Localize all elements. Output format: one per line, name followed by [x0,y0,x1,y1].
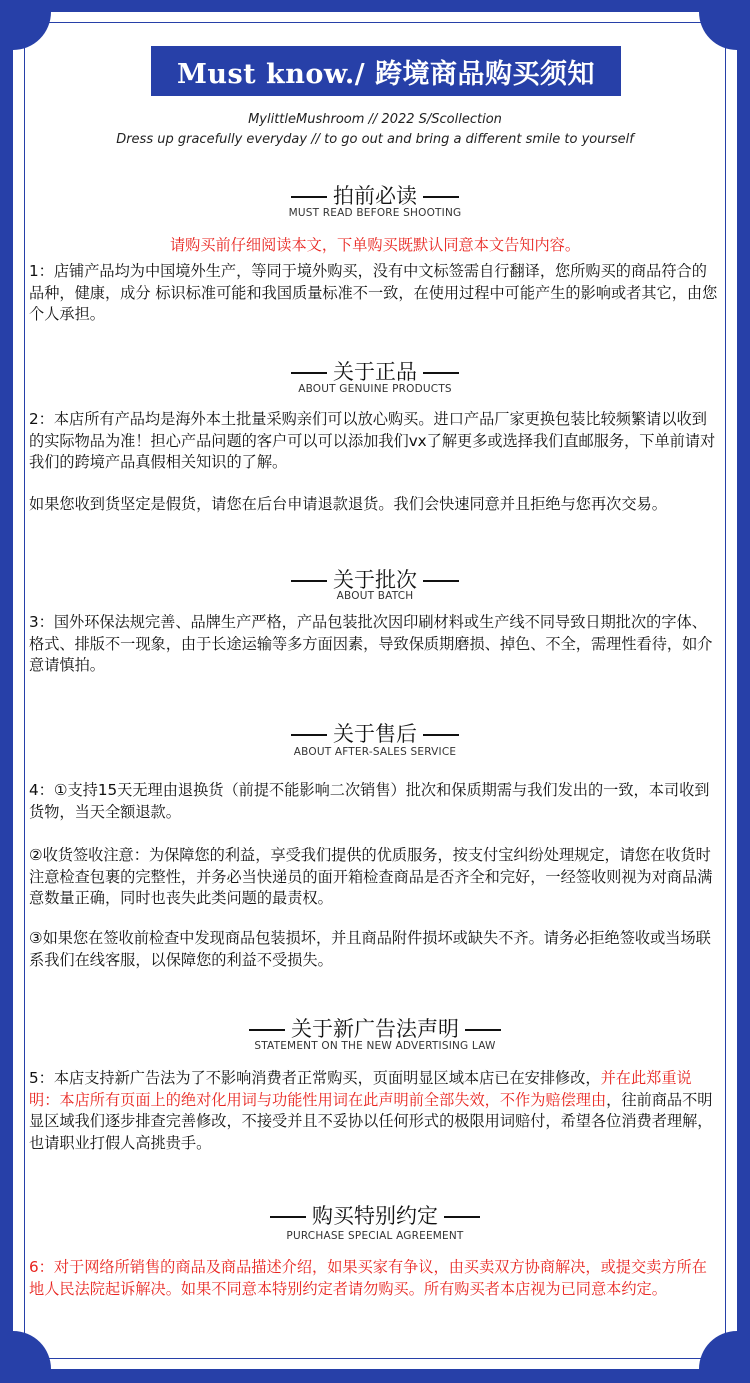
section-subtitle-genuine: ABOUT GENUINE PRODUCTS [298,383,452,395]
paragraph-3: 3：国外环保法规完善、品牌生产严格，产品包装批次因印刷材料或生产线不同导致日期批次的字体、格式、排版不一现象，由于长途运输等多方面因素，导致保质期磨损、掉色、不全，需理性看待，如介意请慎拍。 [29,613,713,674]
paragraph-4c: ③如果您在签收前检查中发现商品包装损坏，并且商品附件损坏或缺失不齐。请务必拒绝签收或当场联系我们在线客服，以保障您的利益不受损失。 [29,929,711,969]
paragraph-1: 1：店铺产品均为中国境外生产，等同于境外购买，没有中文标签需自行翻译，您所购买的商品符合的品种，健康，成分 标识标准可能和我国质量标准不一致，在使用过程中可能产生的影响或者其它，由您个人承担。 [29,262,718,323]
paragraph-5-red-statement: 并在此郑重说明：本店所有页面上的绝对化用词与功能性用词在此声明前全部失效，不作为赔偿理由 [29,1069,692,1109]
section-title-must-read: 拍前必读 [0,180,750,210]
section-subtitle-agreement: PURCHASE SPECIAL AGREEMENT [286,1230,464,1242]
paragraph-4b: ②收货签收注意：为保障您的利益，享受我们提供的优质服务，按支付宝纠纷处理规定，请您在收货时注意检查包裹的完整性，并务必当快递员的面开箱检查商品是否齐全和完好，一经签收则视为对商品满意数量正确，同时也丧失此类问题的最责权。 [29,846,713,907]
paragraph-2b: 如果您收到货坚定是假货，请您在后台申请退款退货。我们会快速同意并且拒绝与您再次交易。 [29,495,667,513]
tagline-subtitle: Dress up gracefully everyday // to go out and bring a different smile to yourself [116,132,634,147]
section-title-genuine: 关于正品 [0,356,750,386]
paragraph-4: 4：①支持15天无理由退换货（前提不能影响二次销售）批次和保质期需与我们发出的一致，本司收到货物，当天全额退款。 [29,781,710,821]
section-subtitle-must-read: MUST READ BEFORE SHOOTING [288,207,462,219]
section-title-agreement: 购买特别约定 [0,1200,750,1230]
paragraph-5-part-a: 5：本店支持新广告法为了不影响消费者正常购买，页面明显区域本店已在安排修改， [29,1069,601,1087]
paragraph-6: 6：对于网络所销售的商品及商品描述介绍，如果买家有争议，由买卖双方协商解决，或提交卖方所在地人民法院起诉解决。如果不同意本特别约定者请勿购买。所有购买者本店视为已同意本约定。 [29,1258,707,1298]
section-subtitle-after-sales: ABOUT AFTER-SALES SERVICE [293,746,457,758]
section-title-after-sales: 关于售后 [0,718,750,748]
section-title-batch: 关于批次 [0,564,750,594]
collection-subtitle: MylittleMushroom // 2022 S/Scollection [248,112,502,127]
section-subtitle-ad-law: STATEMENT ON THE NEW ADVERTISING LAW [254,1040,496,1052]
paragraph-5 [29,1068,719,1154]
page-title: Must know./ 跨境商品购买须知 [151,46,621,96]
section-subtitle-batch: ABOUT BATCH [336,590,414,602]
paragraph-2: 2：本店所有产品均是海外本土批量采购亲们可以放心购买。进口产品厂家更换包装比较频繁请以收到的实际物品为准！担心产品问题的客户可以可以添加我们vx了解更多或选择我们直邮服务，下单前请对我们的跨境产品真假相关知识的了解。 [29,410,716,471]
paragraph-5-part-b: ，往前商品不明显区域我们逐步排查完善修改，不接受并且不妥协以任何形式的极限用词赔付，希望各位消费者理解，也请职业打假人高挑贵手。 [29,1090,713,1152]
section-title-ad-law: 关于新广告法声明 [0,1013,750,1043]
inner-border [24,22,726,1359]
purchase-notice: 请购买前仔细阅读本文，下单购买既默认同意本文告知内容。 [169,236,581,254]
